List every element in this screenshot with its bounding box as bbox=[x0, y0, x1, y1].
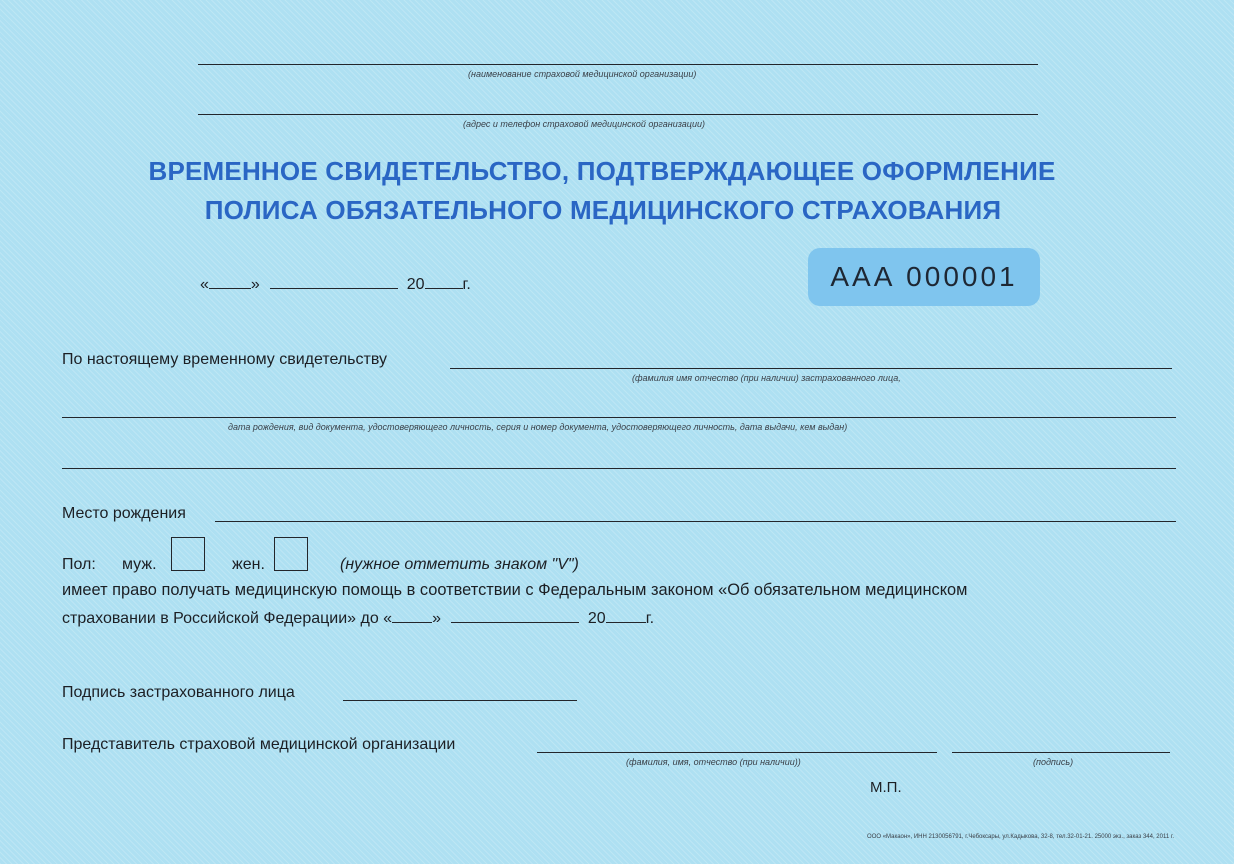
printer-info: ООО «Макаон», ИНН 2130056791, г.Чебоксары, ул.Кадыкова, 32-8, тел.32-01-21. 25000 экз., заказ 344, 2011 г. bbox=[867, 834, 1174, 840]
sex-hint: (нужное отметить знаком "V") bbox=[340, 556, 579, 573]
sex-label: Пол: bbox=[62, 556, 96, 573]
rights-text-prefix: страховании в Российской Федерации» до « bbox=[62, 610, 393, 627]
rights-year-suffix: г. bbox=[645, 610, 655, 627]
holder-label: По настоящему временному свидетельству bbox=[62, 351, 387, 368]
holder-name-line[interactable] bbox=[450, 368, 1172, 369]
valid-until-month-field[interactable] bbox=[451, 607, 579, 623]
holder-document-line[interactable] bbox=[62, 417, 1176, 418]
valid-until-day-field[interactable] bbox=[392, 607, 432, 623]
issue-date-open-quote: « bbox=[200, 276, 209, 293]
male-checkbox[interactable] bbox=[171, 537, 205, 571]
holder-document-line-2[interactable] bbox=[62, 468, 1176, 469]
document-title-line2: ПОЛИСА ОБЯЗАТЕЛЬНОГО МЕДИЦИНСКОГО СТРАХОВАНИЯ bbox=[204, 195, 1002, 225]
holder-document-caption: дата рождения, вид документа, удостоверяющего личность, серия и номер документа, удостоверяющего личность, дата выдачи, кем выдан) bbox=[228, 422, 848, 432]
org-name-line[interactable] bbox=[198, 64, 1038, 65]
rights-close-quote: » bbox=[432, 610, 441, 627]
insured-signature-line[interactable] bbox=[343, 700, 577, 701]
insured-signature-label: Подпись застрахованного лица bbox=[62, 684, 295, 701]
stamp-place: М.П. bbox=[870, 779, 902, 796]
issue-year-prefix: 20 bbox=[406, 276, 425, 293]
representative-label: Представитель страховой медицинской организации bbox=[62, 736, 456, 753]
issue-month-field[interactable] bbox=[270, 273, 398, 289]
document-title-line1: ВРЕМЕННОЕ СВИДЕТЕЛЬСТВО, ПОДТВЕРЖДАЮЩЕЕ ОФОРМЛЕНИЕ bbox=[148, 156, 1056, 186]
issue-year-field[interactable] bbox=[425, 273, 463, 289]
certificate-number: ААА 000001 bbox=[830, 261, 1018, 292]
org-address-line[interactable] bbox=[198, 114, 1038, 115]
org-address-caption: (адрес и телефон страховой медицинской организации) bbox=[463, 119, 705, 129]
rights-text-line1: имеет право получать медицинскую помощь в соответствии с Федеральным законом «Об обязательном медицинском bbox=[62, 581, 968, 599]
rights-text-line2 bbox=[62, 607, 654, 629]
valid-until-year-field[interactable] bbox=[606, 607, 646, 623]
male-label: муж. bbox=[122, 556, 157, 573]
issue-day-field[interactable] bbox=[209, 273, 251, 289]
birthplace-label: Место рождения bbox=[62, 505, 186, 522]
female-checkbox[interactable] bbox=[274, 537, 308, 571]
issue-year-suffix: г. bbox=[462, 276, 471, 293]
certificate-number-box bbox=[808, 248, 1040, 306]
representative-signature-line[interactable] bbox=[952, 752, 1170, 753]
org-name-caption: (наименование страховой медицинской организации) bbox=[468, 69, 697, 79]
female-label: жен. bbox=[232, 556, 265, 573]
representative-signature-caption: (подпись) bbox=[1033, 757, 1074, 767]
rights-year-prefix: 20 bbox=[587, 610, 606, 627]
representative-name-caption: (фамилия, имя, отчество (при наличии)) bbox=[626, 757, 801, 767]
holder-caption: (фамилия имя отчество (при наличии) застрахованного лица, bbox=[632, 373, 901, 383]
issue-date-close-quote: » bbox=[250, 276, 260, 293]
issue-date bbox=[200, 273, 471, 295]
birthplace-line[interactable] bbox=[215, 521, 1176, 522]
representative-name-line[interactable] bbox=[537, 752, 937, 753]
